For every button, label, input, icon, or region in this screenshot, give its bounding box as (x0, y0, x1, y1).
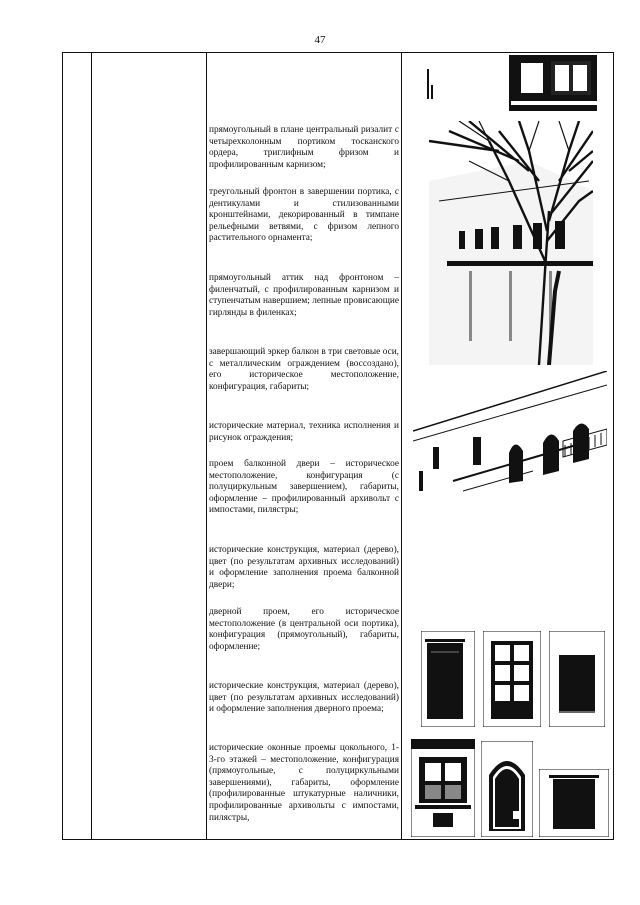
paragraph-balcony: завершающий эркер балкон в три световые оси, с металлическим ограждением (воссоздано), его историческое местоположение, конфигурация, габариты; (209, 347, 399, 392)
paragraph-railing: исторические материал, техника исполнения и рисунок ограждения; (209, 421, 399, 443)
description-column (206, 53, 400, 839)
photo-door-panel (549, 631, 605, 727)
paragraph-windows: исторические оконные проемы цокольного, 1-3-го этажей – местоположение, конфигурация (прямоугольные, с полуциркульными завершениями), габариты, оформление (профилированные штукатурные наличники, профилированные архивольты с импостами, пилястры, (209, 743, 399, 823)
photo-facade-top (421, 55, 597, 111)
paragraph-pediment: треугольный фронтон в завершении портика, с дентикулами и стилизованными кронштейнами, декорированный в тимпане рельефными ветвями, с фризом лепного растительного орнамента; (209, 187, 399, 244)
page-number: 47 (314, 34, 326, 46)
paragraph-door-opening: дверной проем, его историческое местоположение (в центральной оси портика), конфигурация (прямоугольный), габариты, оформление; (209, 607, 399, 652)
column-divider (91, 53, 92, 839)
column-divider (401, 53, 402, 839)
photo-window-rect (539, 769, 609, 837)
table-frame (62, 52, 614, 840)
paragraph-portico: прямоугольный в плане центральный ризалит с четырехколонным портиком тосканского ордера, триглифным фризом и профилированным карнизом; (209, 125, 399, 170)
paragraph-balcony-door-fill: исторические конструкция, материал (дерево), цвет (по результатам архивных исследований) и оформление заполнения проема балконной двери; (209, 545, 399, 590)
photo-window-arched (481, 741, 533, 837)
paragraph-balcony-door: проем балконной двери – историческое местоположение, конфигурация (с полуциркульным завершением), габариты, оформление – профилированный архивольт с импостами, пилястры; (209, 459, 399, 516)
photo-door-glazed (483, 631, 541, 727)
photo-balcony-erker (413, 371, 607, 529)
paragraph-attic: прямоугольный аттик над фронтоном – филенчатый, с профилированным карнизом и ступенчатым навершием; лепные провисающие гирлянды в филенках; (209, 273, 399, 318)
paragraph-door-fill: исторические конструкция, материал (дерево), цвет (по результатам архивных исследований) и оформление заполнения дверного проема; (209, 681, 399, 715)
photo-window-lower (411, 739, 475, 837)
photo-door-dark (421, 631, 475, 727)
photo-portico-with-tree (429, 121, 593, 365)
